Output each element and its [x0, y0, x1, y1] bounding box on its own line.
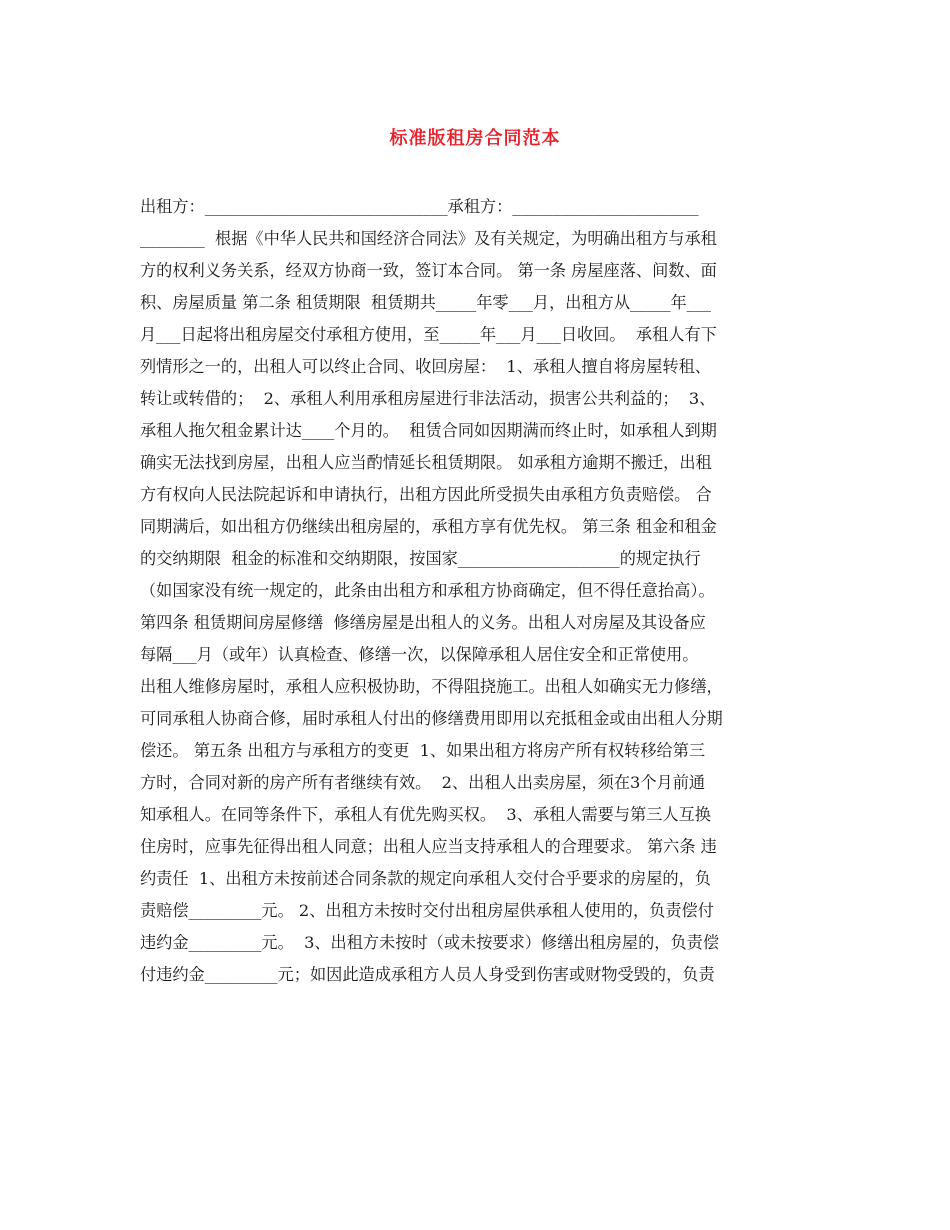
text-line: 出租人维修房屋时，承租人应积极协助，不得阻挠施工。出租人如确实无力修缮， — [140, 677, 723, 696]
text-line: 确实无法找到房屋，出租人应当酌情延长租赁期限。 如承租方逾期不搬迁，出租 — [140, 453, 712, 472]
text-line: 同期满后，如出租方仍继续出租房屋的，承租方享有优先权。 第三条 租金和租金 — [140, 517, 717, 536]
text-line: （如国家没有统一规定的，此条由出租方和承租方协商确定，但不得任意抬高）。 — [140, 581, 715, 600]
text-line: 方的权利义务关系，经双方协商一致，签订本合同。 第一条 房屋座落、间数、面 — [140, 261, 717, 280]
text-line: 承租人拖欠租金累计达____个月的。 租赁合同如因期满而终止时，如承租人到期 — [140, 421, 717, 440]
text-line: 第四条 租赁期间房屋修缮 修缮房屋是出租人的义务。出租人对房屋及其设备应 — [140, 613, 706, 632]
text-line: 方有权向人民法院起诉和申请执行，出租方因此所受损失由承租方负责赔偿。 合 — [140, 485, 712, 504]
text-line: 方时，合同对新的房产所有者继续有效。 2、出租人出卖房屋，须在3个月前通 — [140, 773, 706, 792]
text-line: 转让或转借的； 2、承租人利用承租房屋进行非法活动，损害公共利益的； 3、 — [140, 389, 716, 408]
text-line: 偿还。 第五条 出租方与承租方的变更 1、如果出租方将房产所有权转移给第三 — [140, 741, 706, 760]
text-line: 责赔偿_________元。 2、出租方未按时交付出租房屋供承租人使用的，负责偿付 — [140, 901, 714, 920]
text-line: 可同承租人协商合修，届时承租人付出的修缮费用即用以充抵租金或由出租人分期 — [140, 709, 723, 728]
document-body — [140, 191, 812, 991]
text-line: 每隔___月（或年）认真检查、修缮一次，以保障承租人居住安全和正常使用。 — [140, 645, 699, 664]
text-line: 月___日起将出租房屋交付承租方使用，至_____年___月___日收回。 承租人有下 — [140, 325, 717, 344]
text-line: 的交纳期限 租金的标准和交纳期限，按国家____________________的规定执行 — [140, 549, 701, 568]
text-line: 出租方：______________________________承租方：_______________________ — [140, 197, 699, 216]
text-line: ________ 根据《中华人民共和国经济合同法》及有关规定，为明确出租方与承租 — [140, 229, 717, 248]
text-line: 付违约金_________元；如因此造成承租方人员人身受到伤害或财物受毁的，负责 — [140, 965, 715, 984]
text-line: 违约金_________元。 3、出租方未按时（或未按要求）修缮出租房屋的，负责偿 — [140, 933, 720, 952]
text-line: 积、房屋质量 第二条 租赁期限 租赁期共_____年零___月，出租方从_____年___ — [140, 293, 711, 312]
text-line: 列情形之一的，出租人可以终止合同、收回房屋： 1、承租人擅自将房屋转租、 — [140, 357, 711, 376]
text-line: 住房时，应事先征得出租人同意；出租人应当支持承租人的合理要求。 第六条 违 — [140, 837, 717, 856]
document-title: 标准版租房合同范本 — [389, 128, 561, 149]
text-line: 约责任 1、出租方未按前述合同条款的规定向承租人交付合乎要求的房屋的，负 — [140, 869, 711, 888]
text-line: 知承租人。在同等条件下，承租人有优先购买权。 3、承租人需要与第三人互换 — [140, 805, 711, 824]
